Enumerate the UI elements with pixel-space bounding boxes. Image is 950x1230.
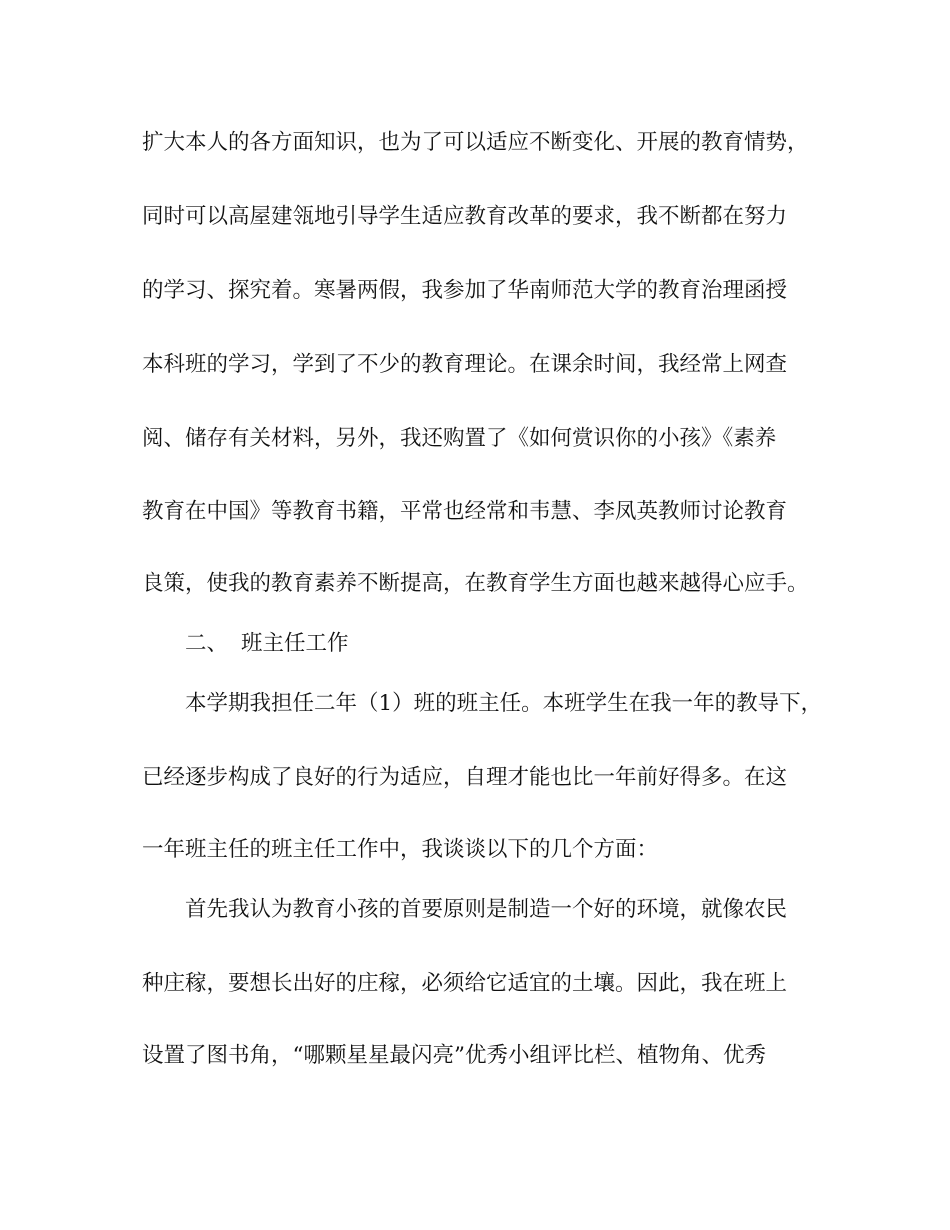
body-text-line: 的学习、探究着。寒暑两假，我参加了华南师范大学的教育治理函授 [142,278,788,303]
paragraph-first-line: 本学期我担任二年（1）班的班主任。本班学生在我一年的教导下， [185,691,823,716]
section-title: 班主任工作 [241,631,349,656]
body-text-line: 阅、储存有关材料，另外，我还购置了《如何赏识你的小孩》《素养 [142,426,777,451]
body-text-line: 已经逐步构成了良好的行为适应，自理才能也比一年前好得多。在这 [142,765,788,790]
body-text-line: 设置了图书角，“哪颗星星最闪亮”优秀小组评比栏、植物角、优秀 [142,1043,766,1068]
paragraph-first-line: 首先我认为教育小孩的首要原则是制造一个好的环境，就像农民 [185,897,788,922]
body-text-line: 同时可以高屋建瓴地引导学生适应教育改革的要求，我不断都在努力 [142,204,788,229]
body-text-line: 教育在中国》等教育书籍，平常也经常和韦慧、李凤英教师讨论教育 [142,499,788,524]
section-heading [185,629,865,659]
section-number: 二、 [185,631,229,656]
body-text-line: 扩大本人的各方面知识，也为了可以适应不断变化、开展的教育情势， [142,130,809,155]
body-text-line: 良策，使我的教育素养不断提高，在教育学生方面也越来越得心应手。 [142,571,809,596]
body-text-line: 种庄稼，要想长出好的庄稼，必须给它适宜的土壤。因此，我在班上 [142,971,788,996]
body-text-line: 本科班的学习，学到了不少的教育理论。在课余时间，我经常上网查 [142,352,788,377]
body-text-line: 一年班主任的班主任工作中，我谈谈以下的几个方面： [142,837,659,862]
